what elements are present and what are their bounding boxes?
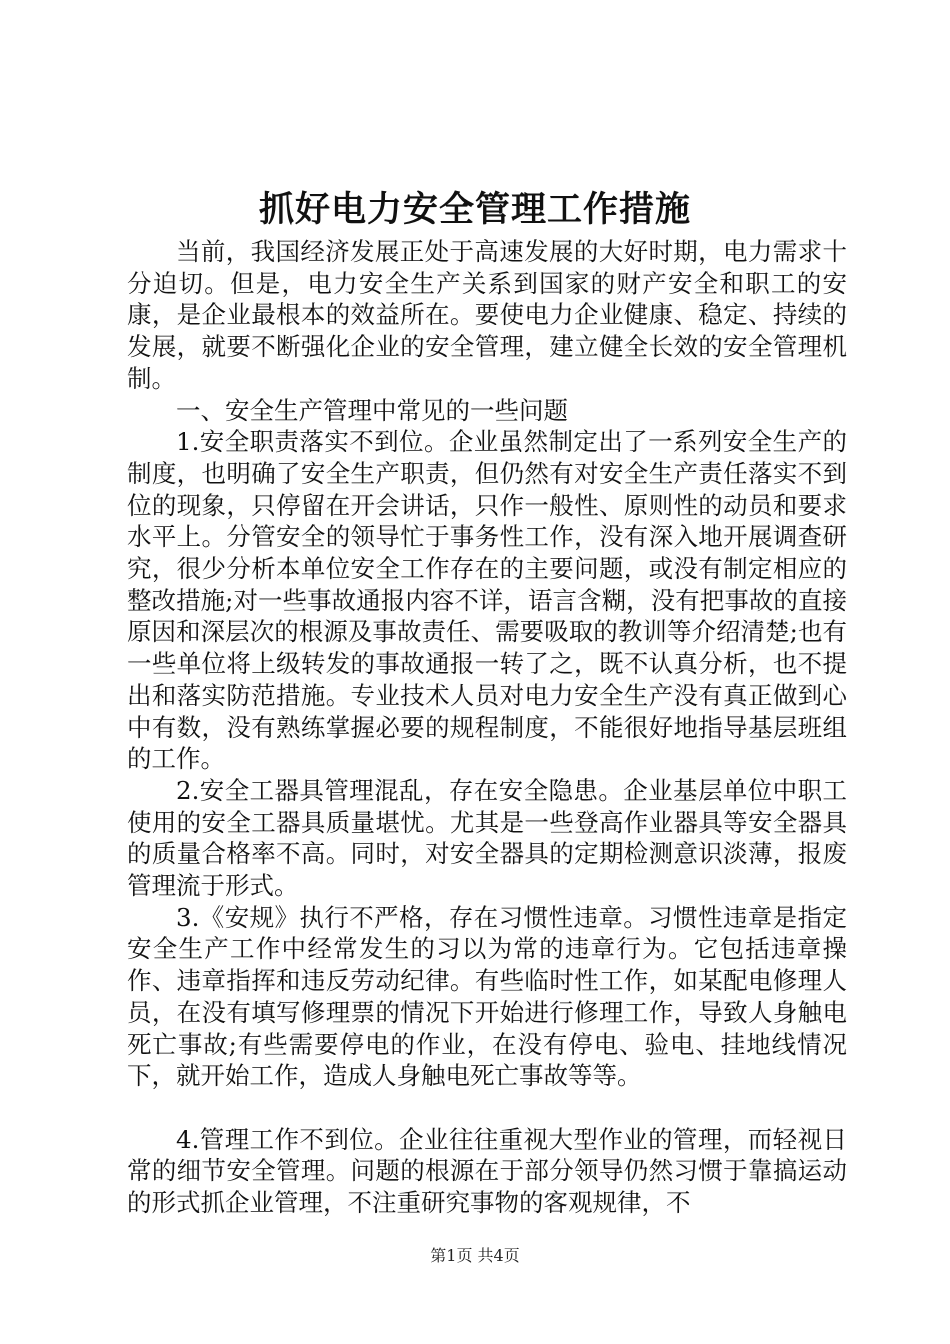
paragraph-item-2: 2.安全工器具管理混乱，存在安全隐患。企业基层单位中职工使用的安全工器具质量堪忧。尤其是一些登高作业器具等安全器具的质量合格率不高。同时，对安全器具的定期检测意识淡薄，报废管理流于形式。 — [127, 775, 847, 901]
paragraph-intro: 当前，我国经济发展正处于高速发展的大好时期，电力需求十分迫切。但是，电力安全生产关系到国家的财产安全和职工的安康，是企业最根本的效益所在。要使电力企业健康、稳定、持续的发展，就要不断强化企业的安全管理，建立健全长效的安全管理机制。 — [127, 237, 847, 393]
paragraph-item-3: 3.《安规》执行不严格，存在习惯性违章。习惯性违章是指定安全生产工作中经常发生的习以为常的违章行为。它包括违章操作、违章指挥和违反劳动纪律。有些临时性工作，如某配电修理人员，在没有填写修理票的情况下开始进行修理工作，导致人身触电死亡事故;有些需要停电的作业，在没有停电、验电、挂地线情况下，就开始工作，造成人身触电死亡事故等等。 — [127, 902, 847, 1091]
document-body — [127, 236, 847, 1219]
document-title: 抓好电力安全管理工作措施 — [258, 189, 691, 230]
paragraph-item-1: 1.安全职责落实不到位。企业虽然制定出了一系列安全生产的制度，也明确了安全生产职责，但仍然有对安全生产责任落实不到位的现象，只停留在开会讲话，只作一般性、原则性的动员和要求水平上。分管安全的领导忙于事务性工作，没有深入地开展调查研究，很少分析本单位安全工作存在的主要问题，或没有制定相应的整改措施;对一些事故通报内容不详，语言含糊，没有把事故的直接原因和深层次的根源及事故责任、需要吸取的教训等介绍清楚;也有一些单位将上级转发的事故通报一转了之，既不认真分析，也不提出和落实防范措施。专业技术人员对电力安全生产没有真正做到心中有数，没有熟练掌握必要的规程制度，不能很好地指导基层班组的工作。 — [127, 427, 847, 774]
section-heading: 一、安全生产管理中常见的一些问题 — [176, 395, 568, 425]
paragraph-item-4: 4.管理工作不到位。企业往往重视大型作业的管理，而轻视日常的细节安全管理。问题的根源在于部分领导仍然习惯于靠搞运动的形式抓企业管理，不注重研究事物的客观规律，不 — [127, 1124, 847, 1218]
page-number-footer: 第1页 共4页 — [430, 1246, 520, 1265]
